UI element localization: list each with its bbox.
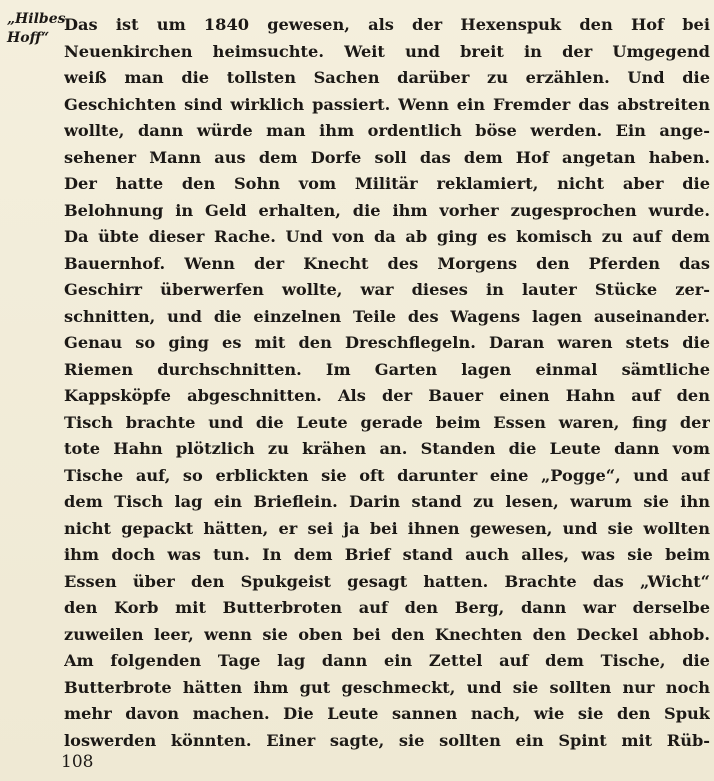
text-line: Butterbrote hätten ihm gut geschmeckt, und sie sollten nur noch	[64, 677, 710, 697]
text-line: Geschirr überwerfen wollte, war dieses in lauter Stücke zer-	[64, 280, 710, 299]
text-line: Riemen durchschnitten. Im Garten lagen einmal sämtliche	[64, 359, 710, 379]
text-line: Da übte dieser Rache. Und von da ab ging es komisch zu auf dem	[64, 227, 710, 246]
text-line: Genau so ging es mit den Dreschflegeln. Daran waren stets die	[64, 333, 710, 352]
text-line: tote Hahn plötzlich zu krähen an. Standen die Leute dann vom	[64, 439, 710, 458]
body-text	[64, 12, 710, 754]
page-number: 108	[61, 752, 94, 772]
text-line: Tische auf, so erblickten sie oft darunter eine „Pogge“, und auf	[64, 465, 710, 485]
text-line: nicht gepackt hätten, er sei ja bei ihnen gewesen, und sie wollten	[64, 518, 710, 538]
text-line: loswerden könnten. Einer sagte, sie sollten ein Spint mit Rüb-	[64, 730, 710, 750]
text-line: zuweilen leer, wenn sie oben bei den Knechten den Deckel abhob.	[64, 624, 710, 644]
text-line: Geschichten sind wirklich passiert. Wenn ein Fremder das abstreiten	[64, 94, 710, 114]
text-line: Am folgenden Tage lag dann ein Zettel auf dem Tische, die	[64, 651, 710, 670]
text-line: Bauernhof. Wenn der Knecht des Morgens den Pferden das	[64, 253, 710, 273]
text-line: schnitten, und die einzelnen Teile des Wagens lagen auseinander.	[64, 306, 710, 326]
text-line: Der hatte den Sohn vom Militär reklamiert, nicht aber die	[64, 174, 710, 193]
text-line: sehener Mann aus dem Dorfe soll das dem Hof angetan haben.	[64, 147, 710, 167]
text-line: den Korb mit Butterbroten auf den Berg, dann war derselbe	[64, 598, 710, 617]
margin-note	[7, 10, 67, 48]
text-line: Belohnung in Geld erhalten, die ihm vorher zugesprochen wurde.	[64, 200, 710, 220]
text-line: mehr davon machen. Die Leute sannen nach, wie sie den Spuk	[64, 704, 710, 723]
text-line: Neuenkirchen heimsuchte. Weit und breit in der Umgegend	[64, 41, 710, 61]
text-line: Kappsköpfe abgeschnitten. Als der Bauer einen Hahn auf den	[64, 386, 710, 405]
text-line: Essen über den Spukgeist gesagt hatten. Brachte das „Wicht“	[64, 571, 710, 591]
text-line: Tisch brachte und die Leute gerade beim Essen waren, fing der	[64, 412, 710, 432]
text-line: weiß man die tollsten Sachen darüber zu erzählen. Und die	[64, 68, 710, 87]
margin-note-line-1: „Hilbes	[7, 11, 66, 27]
margin-note-line-2: Hoff“	[7, 30, 50, 46]
text-line: dem Tisch lag ein Brieflein. Darin stand zu lesen, warum sie ihn	[64, 492, 710, 511]
text-line: ihm doch was tun. In dem Brief stand auch alles, was sie beim	[64, 545, 710, 564]
text-line: Das ist um 1840 gewesen, als der Hexenspuk den Hof bei	[64, 15, 710, 34]
text-line: wollte, dann würde man ihm ordentlich böse werden. Ein ange-	[64, 121, 710, 140]
